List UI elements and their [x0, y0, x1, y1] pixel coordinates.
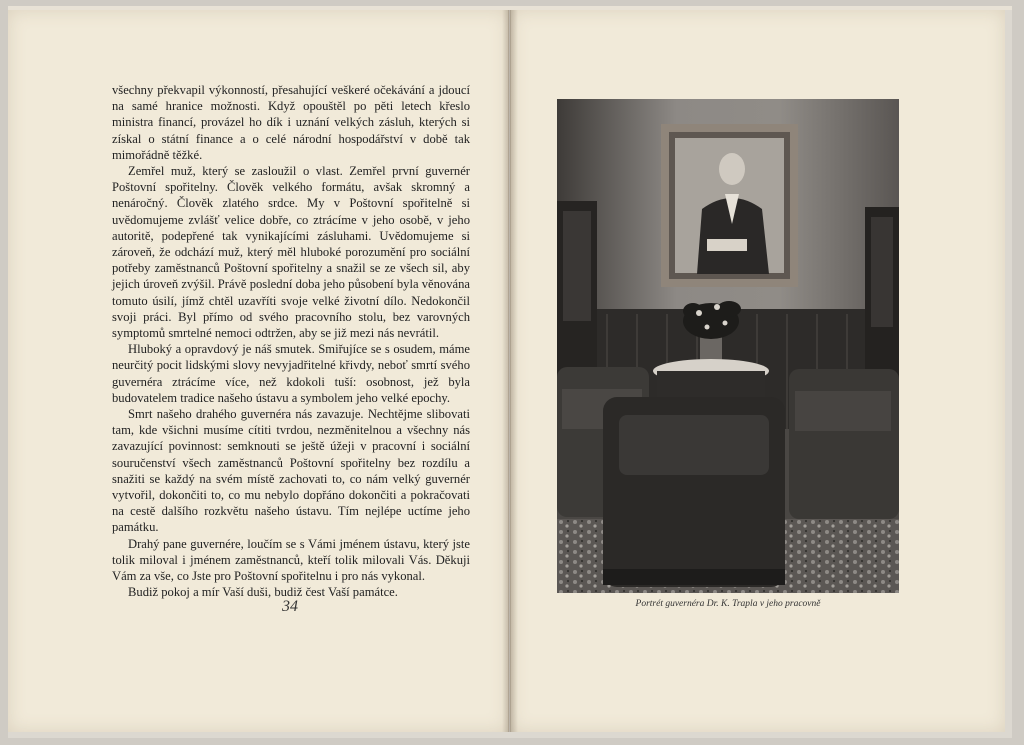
body-text [112, 82, 470, 601]
paragraph: Zemřel muž, který se zasloužil o vlast. Zemřel první guvernér Poštovní spořitelny. Člověk velkého formátu, avšak skromný a nenáročný. Člověk zlatého srdce. My v Poštovní spořitelně si uvědomujeme zvlášť velice dobře, co ztrácíme v jeho osobě, v jeho autoritě, podepřené tak vynikajícími zásluhami. Uvědomujeme si zároveň, že odchází muž, který měl hluboké porozumění pro sociální potřeby zaměstnanců Poštovní spořitelny a snažil se ze všech sil, aby jejich úroveň zvýšil. Právě poslední doba jeho působení byla věnována tomuto úsilí, jímž chtěl uzavříti svoje velké životní dílo. Nedokončil svoji práci. Byl přímo od svého pracovního stolu, bez varovných symptomů smrtelné nemoci odtržen, aby se již mezi nás nevrátil. [112, 164, 470, 341]
paragraph: Hluboký a opravdový je náš smutek. Smiřujíce se s osudem, máme neurčitý pocit lidskými slovy nevyjadřitelné křivdy, neboť smrtí svého guvernéra ztrácíme více, než kdokoli tuší: osobnost, jež byla budovatelem tradice našeho ústavu a symbolem jeho velké epochy. [112, 342, 470, 405]
book-gutter [502, 10, 518, 732]
photo-caption: Portrét guvernéra Dr. K. Trapla v jeho pracovně [635, 599, 821, 609]
page-number: 34 [282, 598, 298, 615]
portrait-in-office-photo [557, 99, 899, 593]
paragraph: Drahý pane guvernére, loučím se s Vámi jménem ústavu, který jste tolik miloval i jménem zaměstnanců, kteří tolik milovali Vás. Děkuji Vám za vše, co Jste pro Poštovní spořitelnu i pro nás vykonal. [112, 536, 470, 584]
photo-illustration [557, 99, 899, 593]
paragraph: Budiž pokoj a mír Vaší duši, budiž čest Vaší památce. [128, 585, 398, 600]
paragraph: Smrt našeho drahého guvernéra nás zavazuje. Nechtějme slibovati tam, kde všichni musíme cítiti tvrdou, nezměnitelnou a všechny nás zavazující povinnost: semknouti se ještě úžeji v pracovní i sociální souručenství všech zaměstnanců Poštovní spořitelny bez rozdílu a snažiti se každý na svém místě zachovati to, co nám velký guvernér vytvořil, dokončiti to, co mu nebylo dopřáno dokončiti a pokračovati na cestě dalšího rozkvětu našeho ústavu. Tím nejlépe uctíme jeho památku. [112, 407, 470, 535]
paragraph: všechny překvapil výkonností, přesahující veškeré očekávání a jdoucí na samé hranice možnosti. Když opouštěl po pěti letech křeslo ministra financí, provázel ho dík i uznání velkých zásluh, kterých si získal o státní finance a o celé národní hospodářství v době tak mimořádně těžké. [112, 83, 470, 162]
